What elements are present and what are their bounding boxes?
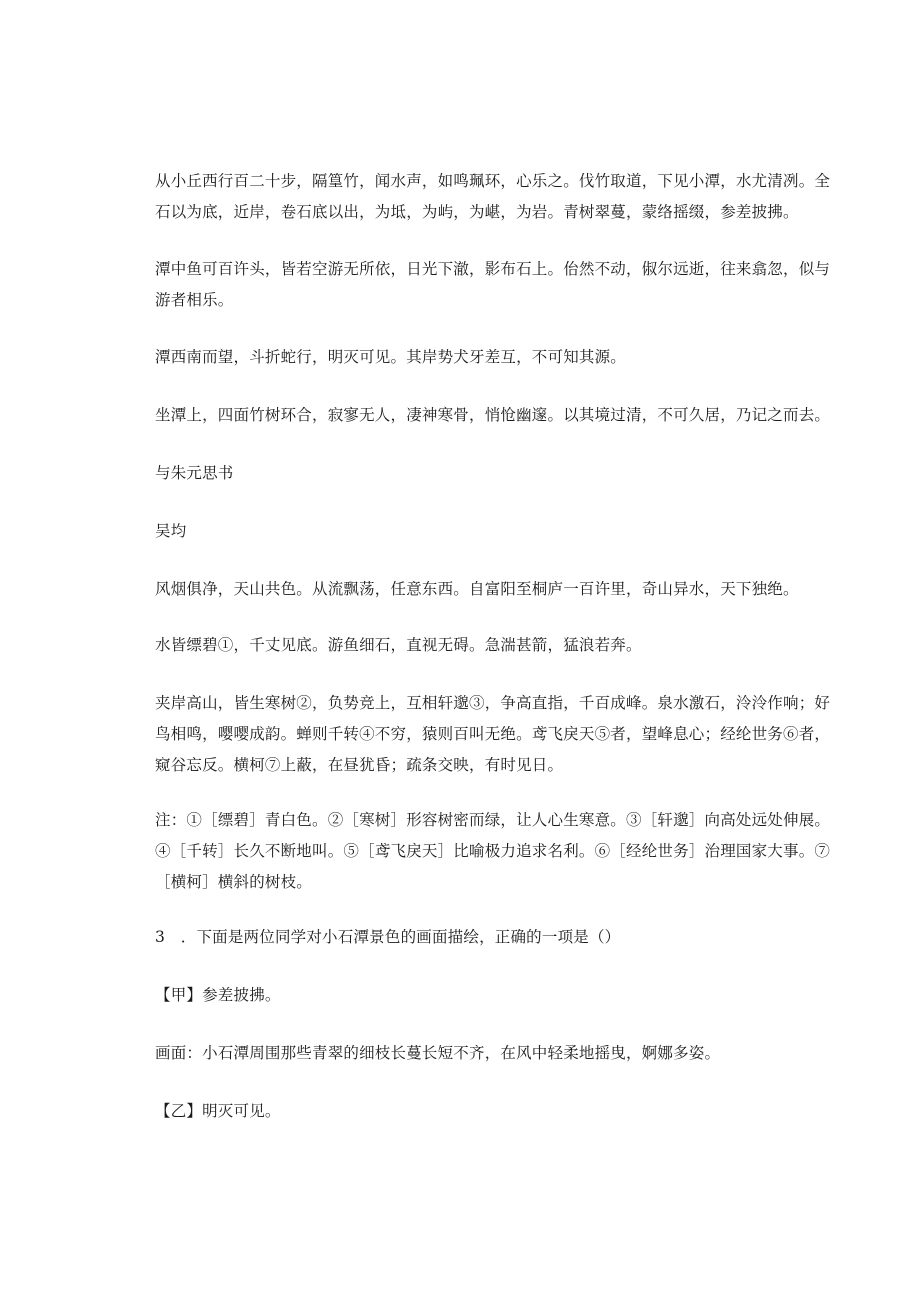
paragraph-mountains: 夹岸高山，皆生寒树②，负势竞上，互相轩邈③，争高直指，千百成峰。泉水激石，泠泠作响；好鸟相鸣，嘤嘤成韵。蝉则千转④不穷，猿则百叫无绝。鸢飞戾天⑤者，望峰息心；经纶世务⑥者，窥谷忘反。横柯⑦上蔽，在昼犹昏；疏条交映，有时见日。 (155, 694, 831, 774)
option-jia: 【甲】参差披拂。 (155, 986, 281, 1004)
picture-description: 画面：小石潭周围那些青翠的细枝长蔓长短不齐，在风中轻柔地摇曳，婀娜多姿。 (155, 1044, 721, 1062)
paragraph-southwest-view: 潭西南而望，斗折蛇行，明灭可见。其岸势犬牙差互，不可知其源。 (155, 348, 627, 366)
essay-title: 与朱元思书 (155, 464, 234, 482)
paragraph-wind-smoke: 风烟俱净，天山共色。从流飘荡，任意东西。自富阳至桐庐一百许里，奇山异水，天下独绝。 (155, 580, 799, 598)
paragraph-fish: 潭中鱼可百许头，皆若空游无所依，日光下澈，影布石上。佁然不动，俶尔远逝，往来翕忽，似与游者相乐。 (155, 260, 831, 309)
paragraph-xiaoshitan-intro: 从小丘西行百二十步，隔篁竹，闻水声，如鸣珮环，心乐之。伐竹取道，下见小潭，水尤清冽。全石以为底，近岸，卷石底以出，为坻，为屿，为嵁，为岩。青树翠蔓，蒙络摇缀，参差披拂。 (155, 172, 831, 221)
paragraph-water: 水皆缥碧①，千丈见底。游鱼细石，直视无碍。急湍甚箭，猛浪若奔。 (155, 636, 642, 654)
essay-author: 吴均 (155, 522, 187, 540)
question-3: 3 ．下面是两位同学对小石潭景色的画面描绘，正确的一项是（） (155, 928, 621, 946)
option-yi: 【乙】明灭可见。 (155, 1102, 281, 1120)
paragraph-sitting-by-pond: 坐潭上，四面竹树环合，寂寥无人，凄神寒骨，悄怆幽邃。以其境过清，不可久居，乃记之而去。 (155, 406, 831, 424)
paragraph-notes: 注：①［缥碧］青白色。②［寒树］形容树密而绿，让人心生寒意。③［轩邈］向高处远处伸展。④［千转］长久不断地叫。⑤［鸢飞戾天］比喻极力追求名利。⑥［经纶世务］治理国家大事。⑦［横柯］横斜的树枝。 (155, 811, 831, 891)
